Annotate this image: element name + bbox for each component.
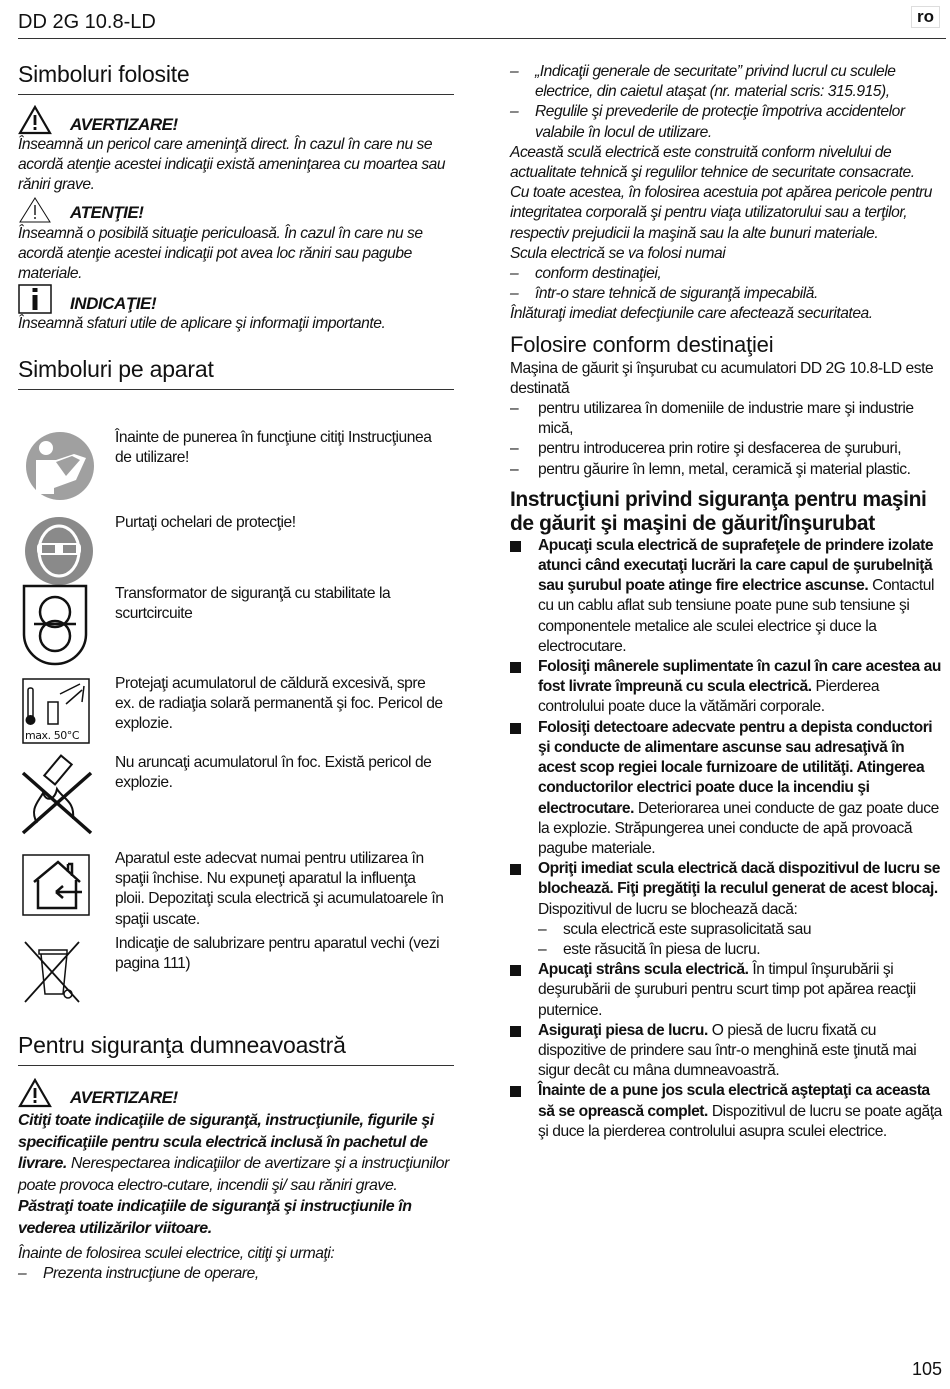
symbol-text: Indicaţie de salubrizare pentru aparatul vechi (vezi pagina 111) xyxy=(115,935,440,973)
safety-section xyxy=(18,1031,454,1284)
symbol-text: Nu aruncaţi acumulatorul în foc. Există pericol de explozie. xyxy=(115,754,432,792)
list-item: – pentru găurire în lemn, metal, ceramică şi material plastic. xyxy=(510,460,944,480)
symbol-text: Transformator de siguranţă cu stabilitate la scurtcircuite xyxy=(115,585,391,623)
bullet-text xyxy=(538,960,944,1021)
paragraph: Cu toate acestea, în folosirea acestuia pot apărea pericole pentru integritatea corporală şi pentru viaţa utilizatorului sau a terţilor, respectiv prejudicii la maşină sau la alte bunuri materiale. xyxy=(510,184,932,242)
list-item: – pentru introducerea prin rotire şi desfacerea de şuruburi, xyxy=(510,439,944,459)
normal-text: Pierderea controlului poate duce la vătămări corporale. xyxy=(538,678,880,716)
bullet-text xyxy=(538,1021,944,1082)
section-title: Simboluri folosite xyxy=(18,61,190,87)
symbol-text: Înainte de punerea în funcţiune citiţi Instrucţiunea de utilizare! xyxy=(115,429,432,467)
section-title: Folosire conform destinaţiei xyxy=(510,331,774,357)
safety-paragraph xyxy=(18,1110,454,1239)
normal-text: Nerespectarea indicaţiilor de avertizare şi a instrucţiunilor poate provoca electro-cutare, incendii şi/ sau răniri grave. xyxy=(18,1155,449,1194)
page-number: 105 xyxy=(911,1358,942,1379)
list-item-text: pentru găurire în lemn, metal, ceramică şi material plastic. xyxy=(538,460,911,478)
normal-text: Dispozitivul de lucru se poate agăţa şi duce la pierderea controlului asupra sculei electrice. xyxy=(538,1102,942,1140)
list-item-text: pentru utilizarea în domeniile de industrie mare şi industrie mică, xyxy=(538,400,914,438)
bullet-item xyxy=(510,657,944,718)
max-temp-label: max. 50°C xyxy=(25,729,80,742)
bold-text: Citiţi toate indicaţiile de siguranţă, instrucţiunile, figurile şi specificaţiile pentru scula electrică inclusă în pachetul de livrare. xyxy=(18,1112,434,1172)
bullet-item xyxy=(510,960,944,1021)
list-item: – Prezenta instrucţiune de operare, xyxy=(18,1264,454,1284)
divider xyxy=(18,94,454,95)
list-item-text: pentru introducerea prin rotire şi desfacerea de şuruburi, xyxy=(538,440,902,458)
bullet-text xyxy=(538,718,944,859)
read-manual-icon xyxy=(24,430,96,502)
divider xyxy=(18,389,454,390)
bold-text: Apucaţi scula electrică de suprafeţele de prindere izolate atunci când executaţi lucrări la care capul de şurubelniţă sau şurubul poate atinge fire electrice ascunse. xyxy=(538,536,934,595)
paragraph: Maşina de găurit şi înşurubat cu acumulatori DD 2G 10.8-LD este destinată xyxy=(510,359,934,397)
section-title: Simboluri pe aparat xyxy=(18,356,214,382)
note-text: Înseamnă sfaturi utile de aplicare şi informaţii importante. xyxy=(18,315,386,333)
list-item-text: într-o stare tehnică de siguranţă impecabilă. xyxy=(535,285,818,303)
bullet-text xyxy=(538,536,944,657)
bullet-item xyxy=(510,718,944,859)
square-bullet-icon xyxy=(510,859,538,960)
right-column xyxy=(510,62,944,1142)
symbol-text: Protejaţi acumulatorul de căldură excesivă, spre ex. de radiaţia solară permanentă şi foc. Pericol de explozie. xyxy=(115,675,443,733)
bold-text: Păstraţi toate indicaţiile de siguranţă şi instrucţiunile în vederea utilizărilor viitoare. xyxy=(18,1198,412,1237)
normal-text: Deteriorarea unei conducte de gaz poate duce la explozie. Străpungerea unei conducte de apă provoacă pagube materiale. xyxy=(538,799,939,857)
safety-goggles-icon xyxy=(23,515,95,587)
divider xyxy=(18,1065,454,1066)
list-item-text: Prezenta instrucţiune de operare, xyxy=(43,1265,259,1283)
normal-text: Dispozitivul de lucru se blochează dacă: xyxy=(538,900,798,918)
indoor-use-icon xyxy=(22,854,90,916)
document-title: DD 2G 10.8-LD xyxy=(18,11,156,33)
bullet-item xyxy=(510,536,944,657)
bullet-item xyxy=(510,1081,944,1142)
square-bullet-icon xyxy=(510,718,538,859)
normal-text: În timpul înşurubării şi deşurubării de şuruburi pentru scurt timp pot apărea reacţii puternice. xyxy=(538,961,916,1019)
bold-text: Opriţi imediat scula electrică dacă dispozitivul de lucru se blochează. Fiţi pregătiţi la reculul generat de acest blocaj. xyxy=(538,860,940,898)
info-icon xyxy=(18,284,52,314)
list-item: – într-o stare tehnică de siguranţă impecabilă. xyxy=(510,284,944,304)
section-title: Pentru siguranţa dumneavoastră xyxy=(18,1032,346,1058)
square-bullet-icon xyxy=(510,1081,538,1142)
paragraph: Înlăturaţi imediat defecţiunile care afectează securitatea. xyxy=(510,305,873,323)
instructions-list xyxy=(510,536,944,1142)
bullet-text xyxy=(538,1081,944,1142)
warning-label: AVERTIZARE! xyxy=(70,114,178,134)
header-divider xyxy=(18,38,946,39)
list-item-text: „Indicaţii generale de securitate” privind lucrul cu sculele electrice, din caietul ataşat (nr. material scris: 315.915), xyxy=(535,63,896,101)
sub-list-item: – scula electrică este suprasolicitată sau xyxy=(538,920,944,940)
square-bullet-icon xyxy=(510,1021,538,1082)
symbol-text: Purtaţi ochelari de protecţie! xyxy=(115,514,296,531)
caution-text: Înseamnă o posibilă situaţie periculoasă. În cazul în care nu se acordă atenţie acestei indicaţii pot avea loc răniri sau pagube materiale. xyxy=(18,224,423,283)
square-bullet-icon xyxy=(510,960,538,1021)
warning-label: AVERTIZARE! xyxy=(70,1087,178,1107)
list-item-text: Regulile şi prevederile de protecţie împotriva accidentelor valabile în locul de utilizare. xyxy=(535,103,905,141)
no-battery-in-fire-icon xyxy=(21,753,93,835)
list-item: – conform destinaţiei, xyxy=(510,264,944,284)
bold-text: Folosiţi mânerele suplimentate în cazul în care acestea au fost livrate împreună cu scula electrică. xyxy=(538,658,941,696)
note-label: INDICAŢIE! xyxy=(70,294,157,314)
square-bullet-icon xyxy=(510,536,538,657)
safety-transformer-icon xyxy=(22,584,88,666)
square-bullet-icon xyxy=(510,657,538,718)
bold-text: Asiguraţi piesa de lucru. xyxy=(538,1021,708,1039)
list-item: – pentru utilizarea în domeniile de industrie mare şi industrie mică, xyxy=(510,399,944,439)
safety-intro: Înainte de folosirea sculei electrice, citiţi şi urmaţi: xyxy=(18,1245,335,1262)
normal-text: O piesă de lucru fixată cu dispozitive de prindere sau într-o menghină este ţinută mai sigur decât cu mâna dumneavoastră. xyxy=(538,1021,917,1080)
warning-triangle-icon xyxy=(18,1078,52,1108)
bold-text: Apucaţi strâns scula electrică. xyxy=(538,961,749,979)
paragraph: Scula electrică se va folosi numai xyxy=(510,244,726,262)
bullet-item xyxy=(510,859,944,960)
warning-triangle-icon xyxy=(18,105,52,135)
bullet-item xyxy=(510,1021,944,1082)
paragraph: Această sculă electrică este construită conform nivelului de actualitate tehnică şi regulilor tehnice de securitate consacrate. xyxy=(510,143,915,182)
list-item-text: conform destinaţiei, xyxy=(535,265,662,283)
sub-list-item-text: este răsucită în piesa de lucru. xyxy=(563,940,761,958)
battery-heat-icon xyxy=(22,678,90,744)
normal-text: Contactul cu un cablu aflat sub tensiune poate pune sub tensiune şi componentele metalice ale sculei electrice şi duce la electrocutare. xyxy=(538,577,934,655)
symbol-text: Aparatul este adecvat numai pentru utilizarea în spaţii închise. Nu expuneţi aparatul la influenţa ploii. Depozitaţi scula electrică şi acumulatoarele în spaţii uscate. xyxy=(115,850,444,928)
bullet-text xyxy=(538,657,944,718)
list-item: – „Indicaţii generale de securitate” privind lucrul cu sculele electrice, din caietul ataşat (nr. material scris: 315.915), xyxy=(510,62,944,102)
crossed-bin-icon xyxy=(23,940,85,1006)
sub-list-item: – este răsucită în piesa de lucru. xyxy=(538,940,944,960)
device-symbols-section xyxy=(18,355,454,390)
bullet-text xyxy=(538,859,944,960)
warning-text: Înseamnă un pericol care ameninţă direct. În cazul în care nu se acordă atenţie acestei indicaţii există ameninţarea cu moartea sau răniri grave. xyxy=(18,136,446,194)
bold-text: Folosiţi detectoare adecvate pentru a depista conductori şi conducte de alimentare ascunse sau adresaţivă în acest scop regiei locale furnizoare de utilităţi. Atingerea conductorilor electrici poate duce la incendiu şi electrocutare. xyxy=(538,718,933,817)
sub-list-item-text: scula electrică este suprasolicitată sau xyxy=(563,920,812,938)
section-title: Instrucţiuni privind siguranţa pentru maşini de găurit şi maşini de găurit/înşurubat xyxy=(510,487,927,535)
bold-text: Înainte de a pune jos scula electrică aşteptaţi ca aceasta să se oprească complet. xyxy=(538,1082,930,1120)
language-badge: ro xyxy=(911,6,940,28)
list-item: – Regulile şi prevederile de protecţie împotriva accidentelor valabile în locul de utilizare. xyxy=(510,102,944,142)
caution-label: ATENŢIE! xyxy=(70,203,144,223)
caution-triangle-icon xyxy=(18,196,52,224)
symbols-used-section xyxy=(18,60,454,334)
